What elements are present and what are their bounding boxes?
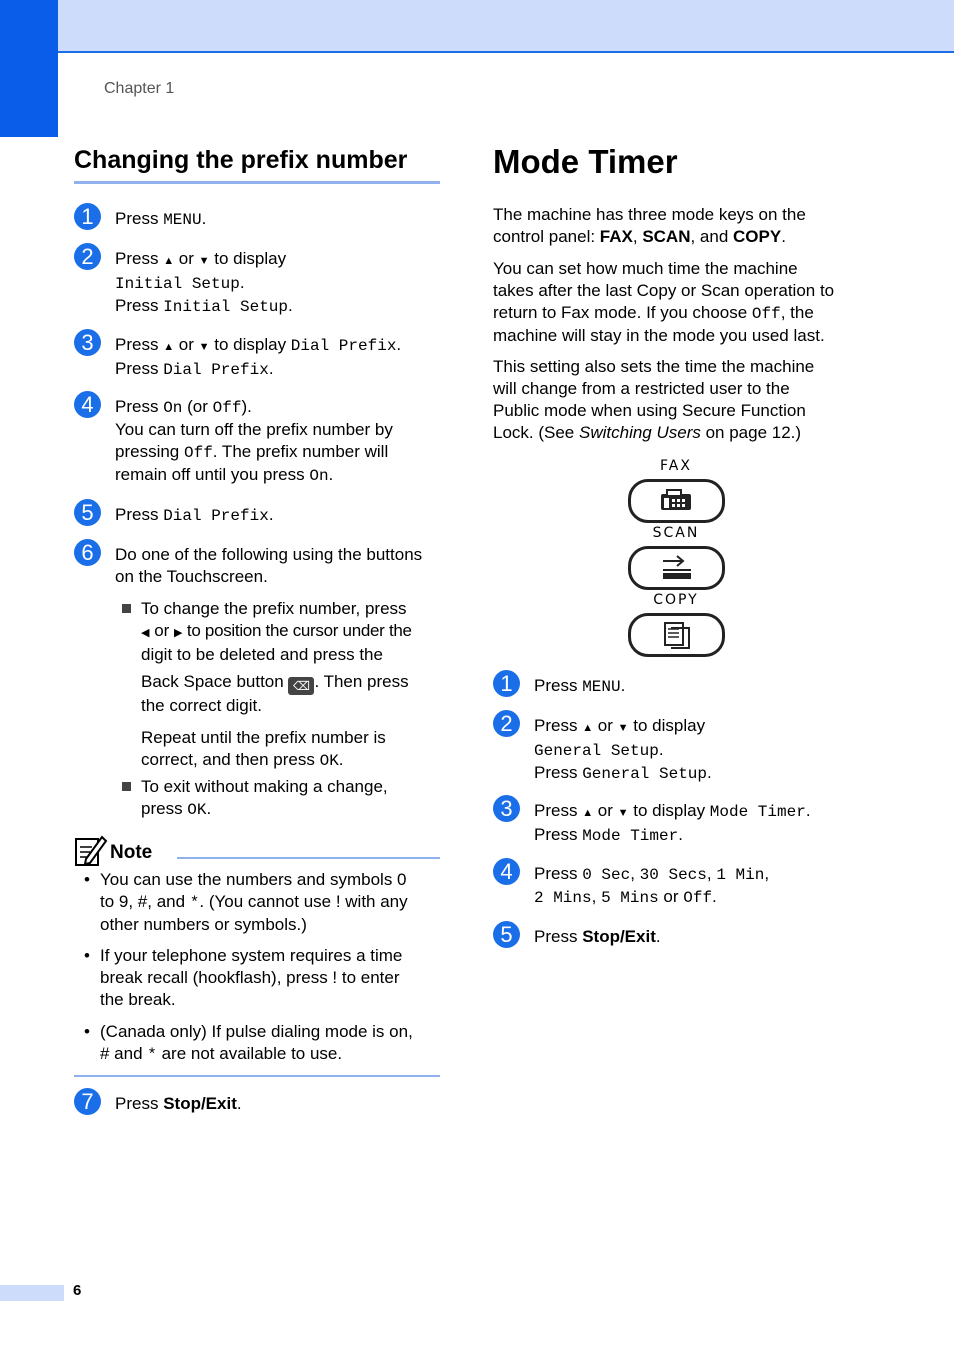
step-5: Press Dial Prefix. (115, 505, 274, 525)
step-number: 5 (493, 921, 520, 948)
step-number: 6 (74, 539, 101, 566)
step-5: Press Stop/Exit. (534, 927, 661, 946)
paragraph-mode-time: You can set how much time the machine takes after the last Copy or Scan operation to return to Fax mode. If you choose Off, the machine will stay in the mode you used last. (493, 259, 835, 345)
step-number: 2 (74, 243, 101, 270)
fax-icon (631, 482, 722, 520)
scan-key-label: SCAN (652, 525, 700, 541)
step-4: Press On (or Off). You can turn off the prefix number by pressing Off. The prefix number will remain off until you press On. (115, 397, 393, 485)
chapter-tab (0, 0, 58, 137)
note-rule (177, 857, 440, 859)
section-heading-prefix: Changing the prefix number (74, 146, 408, 174)
note-item-2: • If your telephone system requires a time break recall (hookflash), press ! to enter the break. (84, 946, 403, 1009)
step-1: Press MENU. (115, 209, 207, 229)
chapter-label: Chapter 1 (104, 80, 175, 97)
paragraph-mode-keys: The machine has three mode keys on the control panel: FAX, SCAN, and COPY. (493, 205, 806, 246)
step-number: 3 (74, 329, 101, 356)
heading-rule (74, 181, 440, 184)
note-pencil-icon (74, 833, 108, 867)
header-bar (58, 0, 954, 53)
note-end-rule (74, 1075, 440, 1077)
copy-key-label: COPY (653, 592, 699, 608)
fax-key-label: FAX (660, 458, 692, 474)
square-bullet-icon (122, 782, 131, 791)
copy-icon (631, 616, 722, 654)
scan-icon (631, 549, 722, 587)
backspace-icon: ⌫ (288, 677, 314, 695)
step-number: 1 (74, 203, 101, 230)
copy-key (628, 613, 725, 657)
step-2: Press ▲ or ▼ to display General Setup. Press General Setup. (534, 716, 712, 783)
step-6: Do one of the following using the buttons on the Touchscreen. (115, 545, 423, 586)
bullet-exit: To exit without making a change, press OK. (122, 776, 442, 821)
step-2: Press ▲ or ▼ to display Initial Setup. Press Initial Setup. (115, 249, 293, 316)
step-3: Press ▲ or ▼ to display Mode Timer. Press Mode Timer. (534, 801, 811, 845)
step-4: Press 0 Sec, 30 Secs, 1 Min, 2 Mins, 5 Mins or Off. (534, 864, 770, 907)
step-number: 1 (493, 670, 520, 697)
step-number: 3 (493, 795, 520, 822)
step-3: Press ▲ or ▼ to display Dial Prefix. Press Dial Prefix. (115, 335, 402, 379)
square-bullet-icon (122, 604, 131, 613)
bullet-change-prefix: To change the prefix number, press ◀ or ▶ to position the cursor under the digit to be deleted and press the Back Space button ⌫ . Then press the correct digit. Repeat until the prefix number is correct, and then press OK. (122, 598, 442, 772)
step-number: 2 (493, 710, 520, 737)
step-number: 5 (74, 499, 101, 526)
page-number: 6 (73, 1282, 82, 1299)
note-item-3: • (Canada only) If pulse dialing mode is on, # and * are not available to use. (84, 1022, 413, 1064)
step-1: Press MENU. (534, 676, 626, 696)
page-title: Mode Timer (493, 143, 678, 180)
paragraph-secure-lock: This setting also sets the time the machine will change from a restricted user to the Public mode when using Secure Function Lock. (See Switching Users on page 12.) (493, 357, 815, 442)
scan-key (628, 546, 725, 590)
note-title: Note (110, 842, 153, 863)
step-number: 4 (74, 391, 101, 418)
step-number: 4 (493, 858, 520, 885)
note-item-1: • You can use the numbers and symbols 0 to 9, #, and *. (You cannot use ! with any other numbers or symbols.) (84, 870, 408, 934)
step-number: 7 (74, 1088, 101, 1115)
fax-key (628, 479, 725, 523)
page-number-bar (0, 1285, 64, 1301)
step-7: Press Stop/Exit. (115, 1094, 242, 1113)
